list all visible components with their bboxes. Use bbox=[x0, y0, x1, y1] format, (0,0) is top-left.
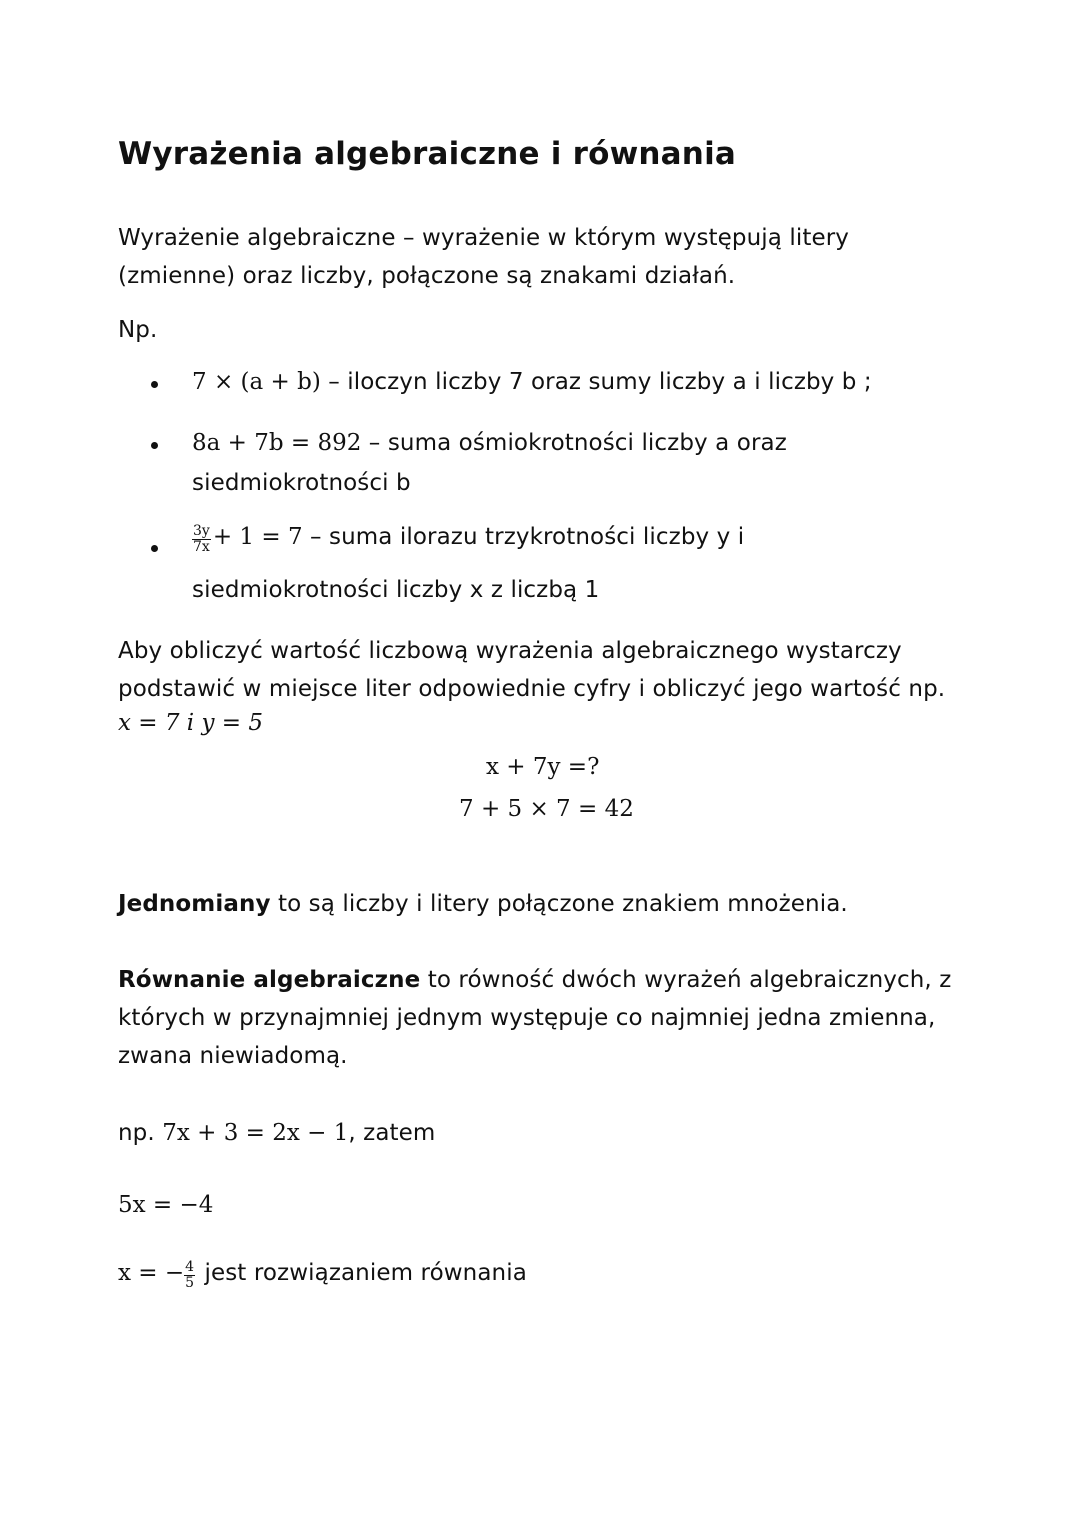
fraction-numerator: 3y bbox=[193, 523, 210, 539]
solution-step-1: 5x = −4 bbox=[118, 1192, 214, 1218]
solution-result bbox=[118, 1260, 527, 1291]
list-item-example-3 bbox=[192, 524, 744, 555]
example-3-desc: – suma ilorazu trzykrotności liczby y i bbox=[302, 524, 745, 550]
equation-line-1 bbox=[118, 967, 951, 993]
bullet-icon bbox=[151, 442, 158, 449]
solution-conclusion: jest rozwiązaniem równania bbox=[197, 1260, 527, 1286]
example-1-math: 7 × (a + b) bbox=[192, 369, 321, 395]
equation-line-3: zwana niewiadomą. bbox=[118, 1043, 348, 1069]
bullet-icon bbox=[151, 545, 158, 552]
definition-line-2: (zmienne) oraz liczby, połączone są znakami działań. bbox=[118, 263, 736, 289]
solution-fraction bbox=[184, 1260, 195, 1291]
equation-line-2: których w przynajmniej jednym występuje co najmniej jedna zmienna, bbox=[118, 1005, 936, 1031]
example-3-math: + 1 = 7 bbox=[212, 524, 303, 550]
definition-line-1: Wyrażenie algebraiczne – wyrażenie w którym występują litery bbox=[118, 225, 849, 251]
value-para-line-1: Aby obliczyć wartość liczbową wyrażenia algebraicznego wystarczy bbox=[118, 638, 902, 664]
bullet-icon bbox=[151, 381, 158, 388]
example-3-fraction bbox=[192, 524, 211, 555]
example-2-desc: – suma ośmiokrotności liczby a oraz bbox=[361, 430, 787, 456]
value-para-line-2: podstawić w miejsce liter odpowiednie cyfry i obliczyć jego wartość np. bbox=[118, 676, 946, 702]
np-label: Np. bbox=[118, 317, 158, 343]
monomials-rest: to są liczby i litery połączone znakiem mnożenia. bbox=[270, 891, 848, 917]
fraction-numerator: 4 bbox=[185, 1259, 195, 1275]
list-item-example-1 bbox=[192, 369, 872, 395]
calc-line-1: x + 7y =? bbox=[486, 754, 600, 780]
monomials-paragraph bbox=[118, 891, 848, 917]
example-2-math: 8a + 7b = 892 bbox=[192, 430, 362, 456]
solution-x-equals: x = − bbox=[118, 1260, 185, 1286]
solution-zatem: , zatem bbox=[348, 1120, 436, 1146]
list-item-example-2 bbox=[192, 430, 787, 456]
calc-line-2: 7 + 5 × 7 = 42 bbox=[459, 796, 634, 822]
example-3-desc-line-2: siedmiokrotności liczby x z liczbą 1 bbox=[192, 577, 600, 603]
monomials-term: Jednomiany bbox=[118, 891, 271, 917]
fraction-denominator: 5 bbox=[185, 1275, 195, 1291]
value-para-line-3: x = 7 i y = 5 bbox=[118, 710, 263, 736]
solution-equation: 7x + 3 = 2x − 1 bbox=[162, 1120, 349, 1146]
solution-example bbox=[118, 1120, 435, 1146]
solution-np: np. bbox=[118, 1120, 163, 1146]
fraction-denominator: 7x bbox=[193, 539, 210, 555]
example-2-desc-line-2: siedmiokrotności b bbox=[192, 470, 411, 496]
page-title: Wyrażenia algebraiczne i równania bbox=[118, 136, 737, 172]
equation-rest: to równość dwóch wyrażeń algebraicznych, z bbox=[420, 967, 952, 993]
example-1-desc: – iloczyn liczby 7 oraz sumy liczby a i liczby b ; bbox=[320, 369, 872, 395]
equation-term: Równanie algebraiczne bbox=[118, 967, 421, 993]
